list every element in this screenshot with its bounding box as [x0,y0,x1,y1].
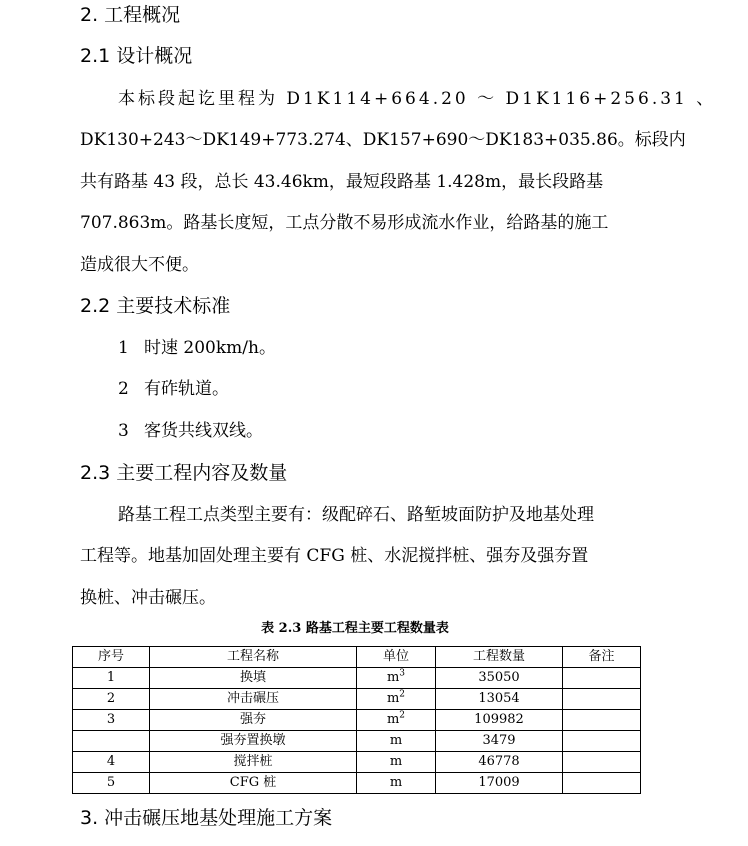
section-2-1-title: 2.1 设计概况 [80,45,193,67]
paragraph-line: DK130+243～DK149+773.274、DK157+690～DK183+035.86。标段内 [80,130,686,150]
list-item-number: 1 [118,338,129,358]
cell-unit: m [357,752,436,773]
list-item-text: 有砟轨道。 [144,379,229,399]
cell-qty: 13054 [436,689,563,710]
cell-name: 强夯置换墩 [150,731,357,752]
cell-note [563,752,641,773]
cell-unit: m [357,731,436,752]
cell-name: 换填 [150,668,357,689]
table-row [73,689,641,710]
cell-qty: 3479 [436,731,563,752]
list-item-text: 客货共线双线。 [144,421,263,441]
paragraph-line: 换桩、冲击碾压。 [80,588,216,608]
cell-qty: 35050 [436,668,563,689]
cell-no: 3 [73,710,150,731]
list-item [118,377,229,401]
section-2-3-title: 2.3 主要工程内容及数量 [80,462,288,484]
table-row [73,752,641,773]
cell-qty: 46778 [436,752,563,773]
quantity-table [72,646,641,794]
cell-note [563,773,641,794]
cell-name: 强夯 [150,710,357,731]
cell-qty: 109982 [436,710,563,731]
paragraph-line: 共有路基 43 段，总长 43.46km，最短段路基 1.428m，最长段路基 [80,172,604,192]
cell-note [563,731,641,752]
column-header: 工程数量 [436,647,563,668]
list-item-text: 时速 200km/h。 [144,338,276,358]
cell-no: 1 [73,668,150,689]
cell-unit: m [357,773,436,794]
list-item [118,419,263,443]
list-item-number: 3 [118,421,129,441]
list-item-number: 2 [118,379,129,399]
column-header: 备注 [563,647,641,668]
cell-no: 5 [73,773,150,794]
paragraph-line: 工程等。地基加固处理主要有 CFG 桩、水泥搅拌桩、强夯及强夯置 [80,546,589,566]
cell-note [563,710,641,731]
table-row [73,731,641,752]
section-3-title: 3. 冲击碾压地基处理施工方案 [80,807,333,829]
cell-qty: 17009 [436,773,563,794]
paragraph-line: 路基工程工点类型主要有：级配碎石、路堑坡面防护及地基处理 [118,505,594,525]
cell-name: 冲击碾压 [150,689,357,710]
paragraph-line: 707.863m。路基长度短，工点分散不易形成流水作业，给路基的施工 [80,213,609,233]
cell-name: 搅拌桩 [150,752,357,773]
cell-no: 4 [73,752,150,773]
cell-unit: $m^3$ [357,668,436,689]
column-header: 工程名称 [150,647,357,668]
cell-no: 2 [73,689,150,710]
table-row [73,710,641,731]
section-2-title: 2. 工程概况 [80,4,181,26]
cell-unit: $m^2$ [357,710,436,731]
table-row [73,773,641,794]
table-header-row [73,647,641,668]
paragraph-line: 本标段起讫里程为 D1K114+664.20 ～ D1K116+256.31 、 [118,89,717,109]
cell-note [563,668,641,689]
section-2-2-title: 2.2 主要技术标准 [80,295,231,317]
cell-note [563,689,641,710]
column-header: 序号 [73,647,150,668]
cell-name: CFG 桩 [150,773,357,794]
table-caption: 表 2.3 路基工程主要工程数量表 [261,621,449,636]
cell-no [73,731,150,752]
table-row [73,668,641,689]
paragraph-line: 造成很大不便。 [80,255,199,275]
list-item [118,336,276,360]
cell-unit: $m^2$ [357,689,436,710]
column-header: 单位 [357,647,436,668]
